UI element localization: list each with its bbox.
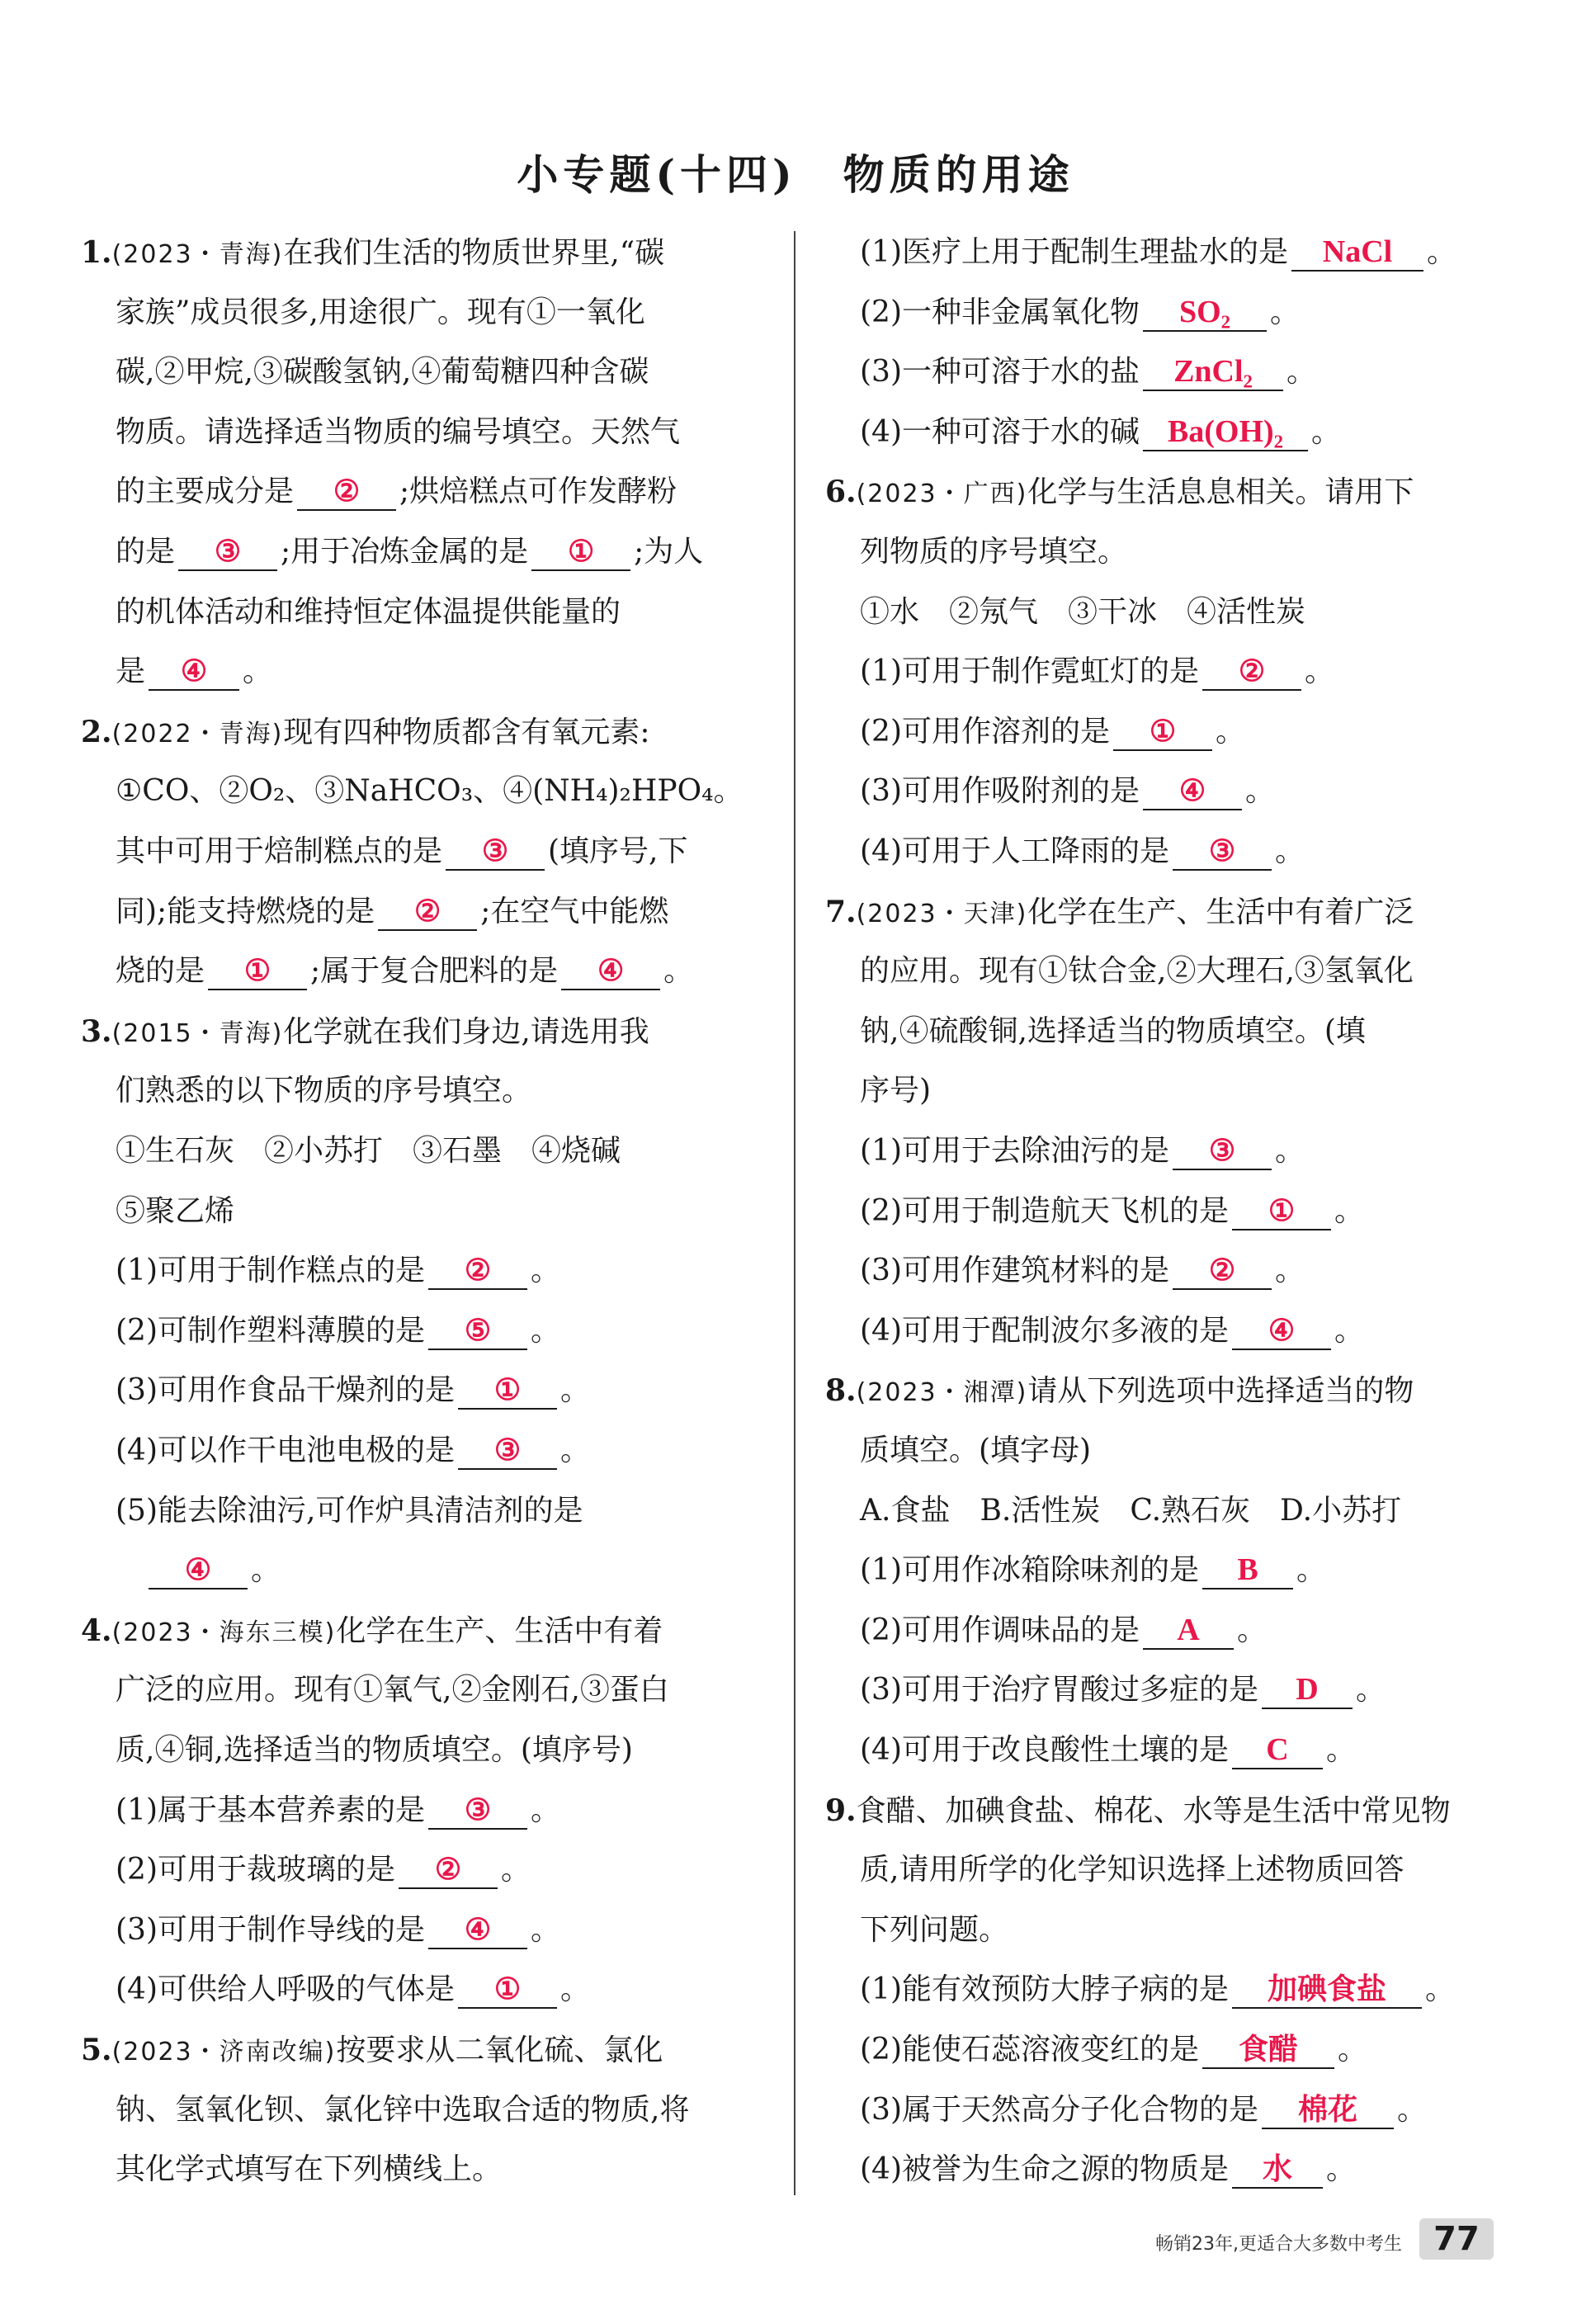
prompt-text: (4)可供给人呼吸的气体是: [116, 1972, 455, 2007]
prompt-suffix: 。: [1397, 2092, 1428, 2127]
answer-blank[interactable]: ③: [428, 1792, 527, 1830]
text-line: [860, 588, 1305, 637]
answer-blank[interactable]: C: [1232, 1731, 1323, 1769]
answer-blank[interactable]: ④: [428, 1911, 527, 1949]
prompt-text: (3)属于天然高分子化合物的是: [860, 2092, 1258, 2127]
answer-blank[interactable]: Ba(OH)₂: [1143, 413, 1308, 451]
prompt-text: (2)一种非金属氧化物: [860, 295, 1140, 329]
prompt-text: 的主要成分是: [116, 475, 295, 509]
prompt-suffix: 。: [1286, 355, 1317, 390]
prompt-text: (4)一种可溶于水的碱: [860, 414, 1140, 449]
answer-blank[interactable]: ③: [446, 833, 545, 871]
prompt-suffix: (填序号,下: [548, 834, 688, 868]
prompt-text: (3)可用作吸附剂的是: [860, 774, 1140, 809]
prompt-suffix: 。: [531, 1912, 561, 1947]
fill-in-line: [860, 288, 1300, 338]
answer-blank[interactable]: 棉花: [1262, 2091, 1394, 2129]
answer-blank[interactable]: 加碘食盐: [1232, 1971, 1422, 2009]
question-source: (2023・天津): [856, 899, 1028, 928]
text-line: [116, 2145, 502, 2194]
question-line: [825, 1786, 1451, 1835]
prompt-suffix: 。: [1334, 1193, 1365, 1228]
answer-blank[interactable]: ①: [458, 1971, 557, 2009]
body-text: 们熟悉的以下物质的序号填空。: [116, 1074, 532, 1108]
question-source: (2023・青海): [111, 240, 284, 269]
text-line: [860, 1066, 931, 1116]
fill-in-line: [116, 1786, 560, 1835]
body-text: 家族”成员很多,用途很广。现有①一氧化: [116, 295, 645, 329]
body-text: 的机体活动和维持恒定体温提供能量的: [116, 594, 621, 629]
prompt-text: ;属于复合肥料的是: [310, 954, 559, 989]
prompt-suffix: 。: [1425, 1972, 1456, 2007]
prompt-suffix: 。: [531, 1793, 561, 1827]
answer-blank[interactable]: ①: [208, 952, 307, 990]
fill-in-line: [860, 1606, 1267, 1656]
fill-in-line: [116, 887, 668, 937]
question-line: [825, 467, 1414, 517]
prompt-suffix: 。: [1275, 1134, 1305, 1168]
answer-blank[interactable]: ②: [1202, 653, 1301, 691]
prompt-suffix: 。: [1311, 414, 1342, 449]
question-text: 食醋、加碘食盐、棉花、水等是生活中常见物: [856, 1793, 1451, 1828]
prompt-suffix: 。: [1338, 2033, 1368, 2067]
prompt-text: (1)可用于制作霓虹灯的是: [860, 654, 1199, 689]
prompt-text: (3)可用作食品干燥剂的是: [116, 1373, 455, 1408]
fill-in-line: [860, 1665, 1386, 1715]
prompt-text: (2)可用于制造航天飞机的是: [860, 1193, 1229, 1228]
text-line: [860, 1486, 1401, 1536]
page-number: 77: [1419, 2218, 1494, 2260]
question-line: [825, 887, 1414, 937]
prompt-text: 是: [116, 654, 146, 689]
question-text: 化学在生产、生活中有着: [336, 1613, 663, 1648]
text-line: [116, 1726, 633, 1775]
text-line: [116, 588, 621, 637]
question-source: (2023・济南改编): [111, 2038, 337, 2067]
text-line: [116, 347, 649, 397]
question-line: [81, 1606, 663, 1656]
body-text: 碳,②甲烷,③碳酸氢钠,④葡萄糖四种含碳: [116, 355, 649, 390]
body-text: 列物质的序号填空。: [860, 535, 1128, 569]
fill-in-line: [116, 1366, 590, 1415]
body-text: ①水 ②氖气 ③干冰 ④活性炭: [860, 594, 1306, 629]
prompt-text: (1)可用作冰箱除味剂的是: [860, 1553, 1199, 1588]
fill-in-line: [860, 1546, 1326, 1595]
page-title: 小专题(十四) 物质的用途: [517, 150, 1074, 199]
prompt-suffix: 。: [531, 1313, 561, 1348]
fill-in-line: [116, 827, 688, 876]
fill-in-line: [860, 347, 1316, 397]
prompt-text: (2)可用作调味品的是: [860, 1613, 1140, 1647]
fill-in-line: [116, 947, 693, 996]
answer-blank[interactable]: B: [1202, 1552, 1293, 1589]
prompt-suffix: 。: [1356, 1673, 1386, 1708]
prompt-suffix: 。: [1237, 1613, 1268, 1647]
prompt-suffix: ;在空气中能燃: [480, 894, 669, 928]
answer-blank[interactable]: ②: [399, 1851, 498, 1889]
question-text: 现有四种物质都含有氧元素:: [283, 715, 650, 749]
text-line: [860, 1007, 1366, 1056]
prompt-suffix: 。: [1427, 235, 1457, 269]
answer-blank[interactable]: ②: [1173, 1252, 1272, 1290]
question-number: 4.: [81, 1613, 112, 1648]
question-source: (2023・海东三模): [111, 1618, 337, 1647]
prompt-suffix: 。: [243, 654, 273, 689]
question-number: 1.: [81, 235, 112, 270]
fill-in-line: [860, 1306, 1364, 1356]
body-text: 质,④铜,选择适当的物质填空。(填序号): [116, 1733, 633, 1767]
body-text: 的应用。现有①钛合金,②大理石,③氢氧化: [860, 954, 1414, 989]
answer-blank[interactable]: ③: [1173, 833, 1272, 871]
question-source: (2015・青海): [111, 1018, 284, 1048]
question-text: 化学就在我们身边,请选用我: [283, 1014, 649, 1049]
prompt-suffix: 。: [1326, 1733, 1357, 1767]
text-line: [860, 947, 1414, 996]
fill-in-line: [860, 1127, 1305, 1176]
answer-blank[interactable]: ①: [1232, 1193, 1331, 1230]
prompt-text: (4)可用于配制波尔多液的是: [860, 1313, 1229, 1348]
prompt-text: (1)属于基本营养素的是: [116, 1793, 425, 1827]
text-line: [116, 1187, 234, 1236]
body-text: A.食盐 B.活性炭 C.熟石灰 D.小苏打: [860, 1493, 1402, 1528]
question-number: 9.: [825, 1793, 857, 1828]
text-line: [116, 1665, 669, 1715]
question-source: (2022・青海): [111, 719, 284, 749]
prompt-suffix: 。: [1326, 2152, 1357, 2187]
fill-in-line: [860, 647, 1334, 697]
text-line: [116, 2085, 689, 2135]
prompt-text: 烧的是: [116, 954, 205, 989]
question-number: 7.: [825, 894, 857, 929]
prompt-suffix: ;为人: [634, 535, 704, 569]
question-number: 6.: [825, 475, 857, 510]
answer-blank[interactable]: ④: [561, 952, 660, 990]
prompt-suffix: 。: [251, 1553, 281, 1588]
fill-in-line: [860, 1965, 1455, 2015]
body-text: (5)能去除油污,可作炉具清洁剂的是: [116, 1493, 583, 1528]
prompt-text: (4)可用于人工降雨的是: [860, 834, 1169, 868]
fill-in-line: [116, 1906, 560, 1955]
fill-in-line: [116, 647, 272, 697]
prompt-text: (1)能有效预防大脖子病的是: [860, 1972, 1229, 2007]
answer-blank[interactable]: NaCl: [1291, 234, 1423, 272]
question-line: [81, 1007, 649, 1056]
answer-blank[interactable]: ②: [428, 1252, 527, 1290]
body-text: 序号): [860, 1074, 932, 1108]
prompt-text: (3)可用于制作导线的是: [116, 1912, 425, 1947]
prompt-suffix: 。: [560, 1972, 591, 2007]
question-line: [825, 1366, 1414, 1415]
prompt-suffix: 。: [560, 1373, 591, 1408]
question-text: 化学与生活息息相关。请用下: [1027, 475, 1414, 510]
body-text: 其化学式填写在下列横线上。: [116, 2152, 503, 2187]
fill-in-line: [860, 827, 1305, 876]
prompt-text: [116, 1553, 145, 1587]
question-number: 8.: [825, 1373, 857, 1409]
prompt-suffix: 。: [1270, 295, 1301, 329]
prompt-text: (2)可用作溶剂的是: [860, 714, 1110, 749]
prompt-suffix: 。: [560, 1434, 591, 1467]
body-text: ①生石灰 ②小苏打 ③石墨 ④烧碱: [116, 1134, 621, 1168]
answer-blank[interactable]: ④: [1143, 772, 1242, 810]
answer-blank[interactable]: SO₂: [1143, 294, 1267, 332]
answer-blank[interactable]: ZnCl₂: [1143, 353, 1283, 391]
prompt-suffix: 。: [1275, 1254, 1305, 1288]
answer-blank[interactable]: ④: [149, 1552, 248, 1589]
prompt-text: (1)可用于去除油污的是: [860, 1134, 1169, 1168]
answer-blank[interactable]: ⑤: [428, 1312, 527, 1350]
text-line: [860, 1426, 1091, 1476]
body-text: 质填空。(填字母): [860, 1434, 1092, 1467]
answer-blank[interactable]: ①: [458, 1372, 557, 1410]
fill-in-line: [116, 1965, 590, 2015]
answer-blank[interactable]: ②: [378, 893, 477, 931]
body-text: 下列问题。: [860, 1912, 1009, 1947]
body-text: ①CO、②O₂、③NaHCO₃、④(NH₄)₂HPO₄。: [116, 774, 744, 809]
fill-in-line: [860, 2145, 1356, 2194]
answer-blank[interactable]: ③: [1173, 1132, 1272, 1170]
prompt-suffix: 。: [1245, 774, 1276, 809]
text-line: [116, 767, 744, 816]
question-number: 2.: [81, 714, 112, 749]
question-line: [81, 2025, 663, 2075]
fill-in-line: [116, 1845, 531, 1895]
question-line: [81, 228, 664, 277]
fill-in-line: [860, 1246, 1305, 1296]
prompt-suffix: 。: [1334, 1313, 1365, 1348]
fill-in-line: [860, 1187, 1364, 1236]
question-source: (2023・湘潭): [856, 1378, 1028, 1408]
fill-in-line: [116, 527, 703, 577]
fill-in-line: [860, 2085, 1427, 2135]
text-line: [116, 288, 645, 338]
fill-in-line: [116, 467, 677, 517]
prompt-text: (3)一种可溶于水的盐: [860, 355, 1140, 390]
body-text: ⑤聚乙烯: [116, 1193, 235, 1228]
question-source: (2023・广西): [856, 479, 1028, 509]
answer-blank[interactable]: 食醋: [1202, 2031, 1334, 2069]
fill-in-line: [860, 228, 1456, 277]
prompt-text: (2)可制作塑料薄膜的是: [116, 1313, 425, 1348]
body-text: 质,请用所学的化学知识选择上述物质回答: [860, 1853, 1405, 1887]
column-divider: [794, 231, 796, 2195]
fill-in-line: [116, 1426, 590, 1476]
body-text: 钠,④硫酸铜,选择适当的物质填空。(填: [860, 1013, 1366, 1048]
answer-blank[interactable]: ④: [149, 653, 239, 691]
answer-blank[interactable]: ③: [178, 533, 277, 571]
question-text: 按要求从二氧化硫、氯化: [336, 2034, 663, 2067]
footer-slogan: 畅销23年,更适合大多数中考生: [1155, 2234, 1402, 2255]
prompt-text: (2)可用于裁玻璃的是: [116, 1853, 395, 1887]
fill-in-line: [860, 2025, 1367, 2075]
text-line: [860, 527, 1127, 577]
question-line: [81, 707, 650, 757]
answer-blank[interactable]: ③: [458, 1432, 557, 1470]
prompt-suffix: 。: [1305, 654, 1335, 689]
prompt-suffix: ;烘焙糕点可作发酵粉: [399, 475, 677, 509]
fill-in-line: [860, 1726, 1356, 1775]
prompt-suffix: 。: [1216, 714, 1246, 749]
answer-blank[interactable]: ①: [1113, 713, 1212, 751]
text-line: [116, 1127, 621, 1176]
body-text: 钠、氢氧化钡、氯化锌中选取合适的物质,将: [116, 2092, 690, 2127]
answer-blank[interactable]: D: [1262, 1671, 1353, 1709]
text-line: [116, 408, 680, 457]
question-text: 化学在生产、生活中有着广泛: [1027, 895, 1414, 929]
prompt-text: (4)可用于改良酸性土壤的是: [860, 1733, 1229, 1767]
question-number: 3.: [81, 1013, 112, 1049]
text-line: [116, 1066, 531, 1116]
prompt-suffix: 。: [1296, 1553, 1327, 1588]
body-text: 广泛的应用。现有①氧气,②金刚石,③蛋白: [116, 1673, 669, 1708]
prompt-text: (3)可用作建筑材料的是: [860, 1254, 1169, 1288]
prompt-text: (4)被誉为生命之源的物质是: [860, 2152, 1229, 2187]
answer-blank[interactable]: A: [1143, 1612, 1234, 1650]
prompt-suffix: 。: [663, 954, 694, 989]
text-line: [860, 1845, 1404, 1895]
prompt-text: 的是: [116, 535, 176, 569]
prompt-text: (4)可以作干电池电极的是: [116, 1434, 455, 1467]
fill-in-line: [116, 1246, 560, 1296]
prompt-text: (2)能使石蕊溶液变红的是: [860, 2033, 1199, 2067]
question-number: 5.: [81, 2033, 112, 2067]
prompt-text: ;用于冶炼金属的是: [281, 535, 529, 569]
fill-in-line: [860, 707, 1245, 757]
prompt-suffix: 。: [531, 1254, 561, 1288]
prompt-text: (1)可用于制作糕点的是: [116, 1254, 425, 1288]
answer-blank[interactable]: ④: [1232, 1312, 1331, 1350]
question-text: 在我们生活的物质世界里,“碳: [283, 236, 665, 270]
answer-blank[interactable]: ①: [531, 533, 630, 571]
prompt-text: (1)医疗上用于配制生理盐水的是: [860, 235, 1288, 269]
question-text: 请从下列选项中选择适当的物: [1027, 1374, 1414, 1409]
body-text: 物质。请选择适当物质的编号填空。天然气: [116, 414, 681, 449]
fill-in-line: [860, 767, 1275, 816]
prompt-text: 同);能支持燃烧的是: [116, 894, 375, 928]
text-line: [116, 1486, 583, 1536]
answer-blank[interactable]: 水: [1232, 2151, 1323, 2189]
prompt-suffix: 。: [1275, 834, 1305, 868]
prompt-text: (3)可用于治疗胃酸过多症的是: [860, 1673, 1258, 1708]
fill-in-line: [116, 1306, 560, 1356]
fill-in-line: [116, 1546, 281, 1595]
prompt-text: 其中可用于焙制糕点的是: [116, 834, 443, 868]
text-line: [860, 1906, 1008, 1955]
prompt-suffix: 。: [501, 1853, 531, 1887]
fill-in-line: [860, 408, 1341, 457]
answer-blank[interactable]: ②: [297, 473, 396, 511]
